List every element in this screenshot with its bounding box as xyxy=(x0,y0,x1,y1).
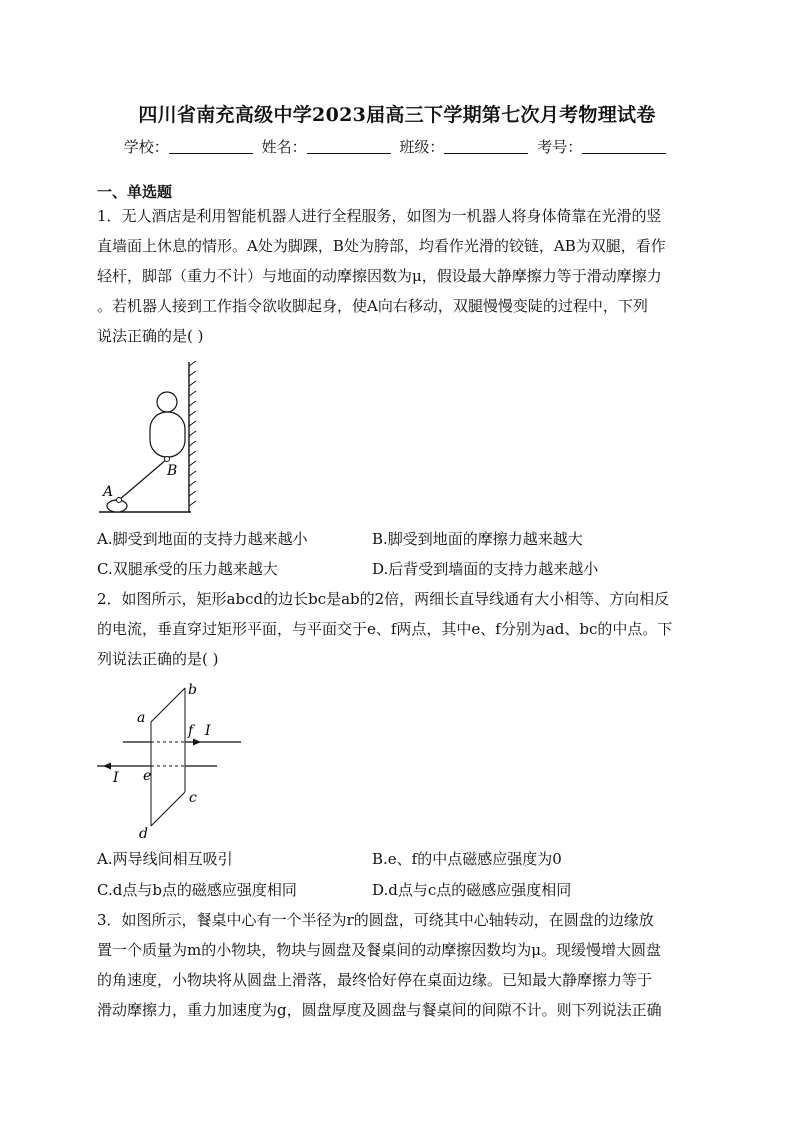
q1-line-4: 。若机器人接到工作指令欲收脚起身，使A向右移动，双腿慢慢变陡的过程中，下列 xyxy=(97,297,648,315)
section-heading: 一、单选题 xyxy=(97,183,173,201)
q2-option-b[interactable]: B.e、f的中点磁感应强度为0 xyxy=(372,850,562,868)
q1-label-a: A xyxy=(103,484,114,500)
school-blank[interactable] xyxy=(169,139,253,154)
q2-option-d[interactable]: D.d点与c点的磁感应强度相同 xyxy=(372,881,572,899)
q3-line-1: 3．如图所示，餐桌中心有一个半径为r的圆盘，可绕其中心轴转动，在圆盘的边缘放 xyxy=(97,911,654,929)
q2-wire-figure xyxy=(95,680,245,840)
q2-label-d: d xyxy=(139,826,148,840)
q1-line-2: 直墙面上休息的情形。A处为脚踝，B处为胯部，均看作光滑的铰链，AB为双腿，看作 xyxy=(97,237,666,255)
q3-line-2: 置一个质量为m的小物块，物块与圆盘及餐桌间的动摩擦因数均为μ。现缓慢增大圆盘 xyxy=(97,941,661,959)
q2-label-current-top: I xyxy=(205,723,211,739)
q2-label-e: e xyxy=(143,768,152,784)
q1-line-1: 1．无人酒店是利用智能机器人进行全程服务，如图为一机器人将身体倚靠在光滑的竖 xyxy=(97,207,662,225)
q1-line-3: 轻杆，脚部（重力不计）与地面的动摩擦因数为μ，假设最大静摩擦力等于滑动摩擦力 xyxy=(97,267,662,285)
student-info-row xyxy=(0,136,794,157)
school-label: 学校： xyxy=(123,138,169,156)
name-label: 姓名： xyxy=(261,138,307,156)
q2-line-1: 2．如图所示，矩形abcd的边长bc是ab的2倍，两细长直导线通有大小相等、方向相反 xyxy=(97,590,670,608)
q3-line-3: 的角速度，小物块将从圆盘上滑落，最终恰好停在桌面边缘。已知最大静摩擦力等于 xyxy=(97,971,653,989)
q2-label-current-bottom: I xyxy=(113,770,119,786)
q2-option-c[interactable]: C.d点与b点的磁感应强度相同 xyxy=(97,881,297,899)
q2-line-2: 的电流，垂直穿过矩形平面，与平面交于e、f两点，其中e、f分别为ad、bc的中点。下 xyxy=(97,620,673,638)
exam-title: 四川省南充高级中学2023届高三下学期第七次月考物理试卷 xyxy=(138,104,656,126)
class-blank[interactable] xyxy=(444,139,528,154)
q1-option-c[interactable]: C.双腿承受的压力越来越大 xyxy=(97,560,278,578)
class-label: 班级： xyxy=(399,138,445,156)
q1-line-5: 说法正确的是( ) xyxy=(97,327,204,345)
q2-label-a: a xyxy=(137,710,146,726)
q1-option-a[interactable]: A.脚受到地面的支持力越来越小 xyxy=(97,530,308,548)
q1-robot-figure xyxy=(97,360,207,515)
q2-option-a[interactable]: A.两导线间相互吸引 xyxy=(97,850,233,868)
exam-number-blank[interactable] xyxy=(582,139,666,154)
q2-label-f: f xyxy=(188,723,194,739)
exam-number-label: 考号： xyxy=(537,138,583,156)
q2-label-b: b xyxy=(188,682,197,698)
q1-option-d[interactable]: D.后背受到墙面的支持力越来越小 xyxy=(372,560,599,578)
q1-option-b[interactable]: B.脚受到地面的摩擦力越来越大 xyxy=(372,530,583,548)
q1-label-b: B xyxy=(167,463,178,479)
name-blank[interactable] xyxy=(307,139,391,154)
q3-line-4: 滑动摩擦力，重力加速度为g，圆盘厚度及圆盘与餐桌间的间隙不计。则下列说法正确 xyxy=(97,1001,662,1019)
q2-label-c: c xyxy=(189,790,197,806)
q2-line-3: 列说法正确的是( ) xyxy=(97,650,219,668)
